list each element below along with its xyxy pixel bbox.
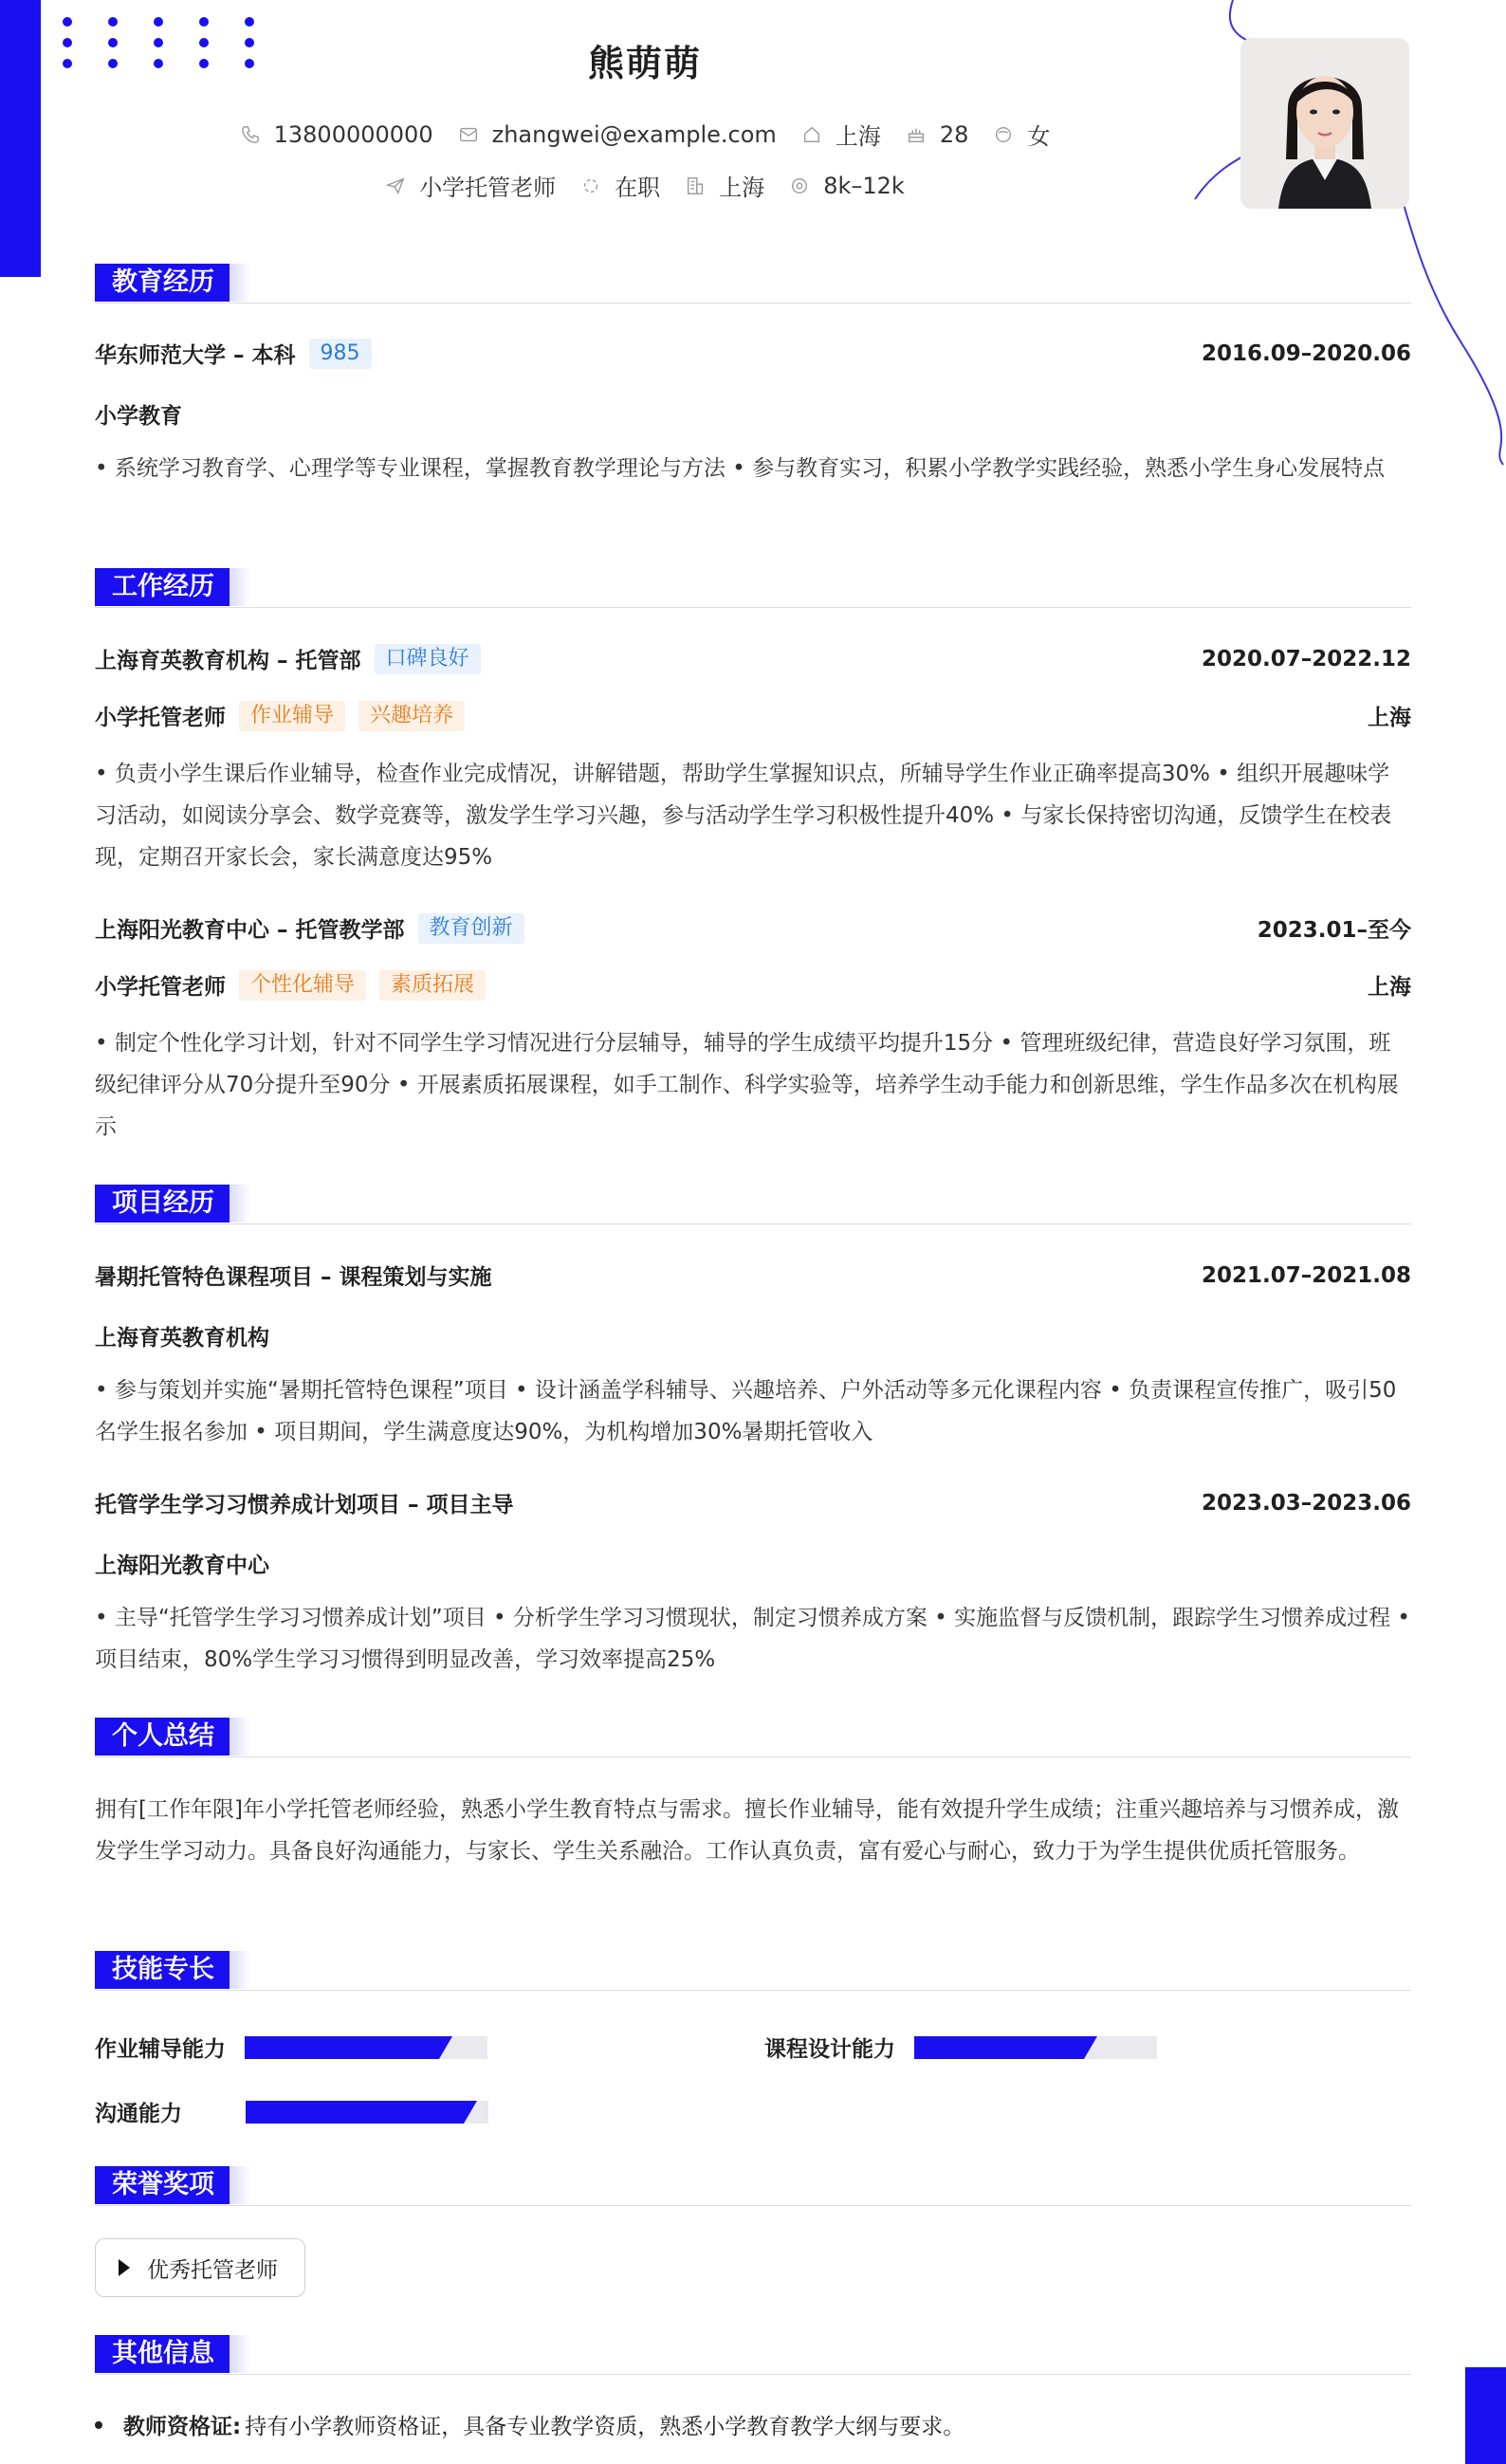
city-info [801,118,881,151]
skill-item [764,2032,1157,2063]
building-icon [685,175,706,196]
school-name: 华东师范大学 – 本科 [95,343,296,368]
section-title: 工作经历 [95,568,231,606]
project-row-1 [95,1260,1411,1291]
education-row [95,338,1411,369]
play-triangle-icon [119,2259,130,2276]
company-tag: 教育创新 [418,913,524,944]
project-row-2 [95,1487,1411,1518]
status-icon [580,175,601,196]
contact-row [0,118,1290,151]
project-desc-1: • 参与策划并实施“暑期托管特色课程”项目 • 设计涵盖学科辅导、兴趣培养、户外活动等多元化课程内容 • 负责课程宣传推广，吸引50名学生报名参加 • 项目期间，学生满意度达90%，为机构增加30%暑期托管收入 [95,1378,1397,1444]
phone-info [240,121,433,148]
skill-name: 作业辅导能力 [95,2037,226,2062]
skill-item [95,2096,488,2127]
other-info-item [95,2409,964,2440]
work-desc-2: • 制定个性化学习计划，针对不同学生学习情况进行分层辅导，辅导的学生成绩平均提升15分 • 管理班级纪律，营造良好学习氛围，班级纪律评分从70分提升至90分 • 开展素质拓展课程，如手工制作、科学实验等，培养学生动手能力和创新思维，学生作品多次在机构展示 [95,1031,1399,1139]
section-education-header [95,264,1411,302]
section-summary-header [95,1718,1411,1756]
skill-name: 沟通能力 [95,2102,182,2126]
gender-text: 女 [1027,123,1051,150]
target-city-text: 上海 [719,175,765,201]
work-period: 2020.07–2022.12 [1201,646,1411,671]
section-title: 技能专长 [95,1951,231,1989]
project-org-row-2 [95,1548,1411,1579]
award-item[interactable] [95,2238,305,2297]
other-info-label: 教师资格证: [123,2415,242,2439]
salary-info [789,173,905,199]
gender-icon [993,124,1014,145]
role-name: 小学托管老师 [95,706,226,730]
job-target-info [385,169,556,202]
decorative-right-bar [1465,2367,1506,2464]
project-org: 上海阳光教育中心 [95,1554,269,1578]
target-city-info [685,169,764,202]
education-period: 2016.09–2020.06 [1201,340,1411,366]
work-row-1 [95,643,1411,674]
skill-bar-fill [914,2036,1084,2059]
send-icon [385,175,406,196]
project-org-row-1 [95,1320,1411,1352]
major: 小学教育 [95,404,182,429]
skill-bar [914,2036,1157,2059]
skill-bar-fill [245,2036,439,2059]
project-org: 上海育英教育机构 [95,1326,269,1351]
section-title: 其他信息 [95,2335,231,2373]
bullet-icon [95,2421,102,2429]
work-location: 上海 [1368,706,1411,730]
section-title: 个人总结 [95,1718,231,1756]
work-period: 2023.01–至今 [1257,918,1411,943]
job-target-text: 小学托管老师 [419,175,557,201]
section-title: 项目经历 [95,1185,231,1223]
gender-info [993,118,1050,151]
work-desc-1: • 负责小学生课后作业辅导，检查作业完成情况，讲解错题，帮助学生掌握知识点，所辅导学生作业正确率提高30% • 组织开展趣味学习活动，如阅读分享会、数学竞赛等，激发学生学习兴趣，参与活动学生学习积极性提升40% • 与家长保持密切沟通，反馈学生在校表现，定期召开家长会，家长满意度达95% [95,762,1392,870]
home-icon [801,124,822,145]
candidate-name: 熊萌萌 [587,43,702,84]
role-row-2 [95,969,1411,1001]
work-row-2 [95,912,1411,944]
role-row-1 [95,700,1411,731]
skill-bar [246,2101,488,2124]
work-location: 上海 [1368,975,1411,1000]
role-tag: 素质拓展 [379,970,486,1001]
job-row [0,169,1290,202]
status-info [580,169,660,202]
role-tag: 作业辅导 [239,701,345,731]
school-tag: 985 [309,339,372,369]
city-text: 上海 [835,123,881,150]
section-title: 教育经历 [95,264,231,302]
role-tag: 个性化辅导 [239,970,366,1001]
phone-text: 13800000000 [273,120,433,148]
project-period: 2021.07–2021.08 [1201,1262,1411,1288]
project-period: 2023.03–2023.06 [1201,1490,1411,1516]
company-name: 上海阳光教育中心 – 托管教学部 [95,918,405,943]
profile-photo [1240,38,1409,209]
section-work-header [95,568,1411,606]
other-info-text: 持有小学教师资格证，具备专业教学资质，熟悉小学教育教学大纲与要求。 [245,2415,965,2439]
project-title: 暑期托管特色课程项目 – 课程策划与实施 [95,1265,492,1290]
education-desc: • 系统学习教育学、心理学等专业课程，掌握教育教学理论与方法 • 参与教育实习，积累小学教学实践经验，熟悉小学生身心发展特点 [95,456,1386,481]
mail-icon [458,124,479,145]
summary-text: 拥有[工作年限]年小学托管老师经验，熟悉小学生教育特点与需求。擅长作业辅导，能有效提升学生成绩；注重兴趣培养与习惯养成，激发学生学习动力。具备良好沟通能力，与家长、学生关系融洽。工作认真负责，富有爱心与耐心，致力于为学生提供优质托管服务。 [95,1797,1399,1864]
role-name: 小学托管老师 [95,975,226,1000]
company-name: 上海育英教育机构 – 托管部 [95,649,361,673]
salary-text: 8k–12k [823,172,905,199]
status-text: 在职 [615,175,661,201]
role-tag: 兴趣培养 [358,701,465,731]
money-icon [789,175,810,196]
skill-bar [245,2036,487,2059]
cake-icon [906,124,927,145]
skill-item [95,2032,487,2063]
project-desc-2: • 主导“托管学生学习习惯养成计划”项目 • 分析学生学习习惯现状，制定习惯养成方案 • 实施监督与反馈机制，跟踪学生习惯养成过程 • 项目结束，80%学生学习习惯得到明显改善，学习效率提高25% [95,1606,1410,1672]
age-text: 28 [939,120,969,148]
project-title: 托管学生学习习惯养成计划项目 – 项目主导 [95,1493,514,1517]
section-project-header [95,1185,1411,1223]
section-awards-header [95,2166,1411,2204]
award-name: 优秀托管老师 [147,2257,278,2283]
section-other-header [95,2335,1411,2373]
phone-icon [240,124,261,145]
age-info [906,121,969,148]
major-row [95,398,1411,430]
email-text: zhangwei@example.com [491,120,777,148]
section-skills-header [95,1951,1411,1989]
email-info [458,121,777,148]
skill-bar-fill [246,2101,464,2124]
section-title: 荣誉奖项 [95,2166,231,2204]
company-tag: 口碑良好 [375,644,481,674]
skill-name: 课程设计能力 [764,2037,895,2062]
